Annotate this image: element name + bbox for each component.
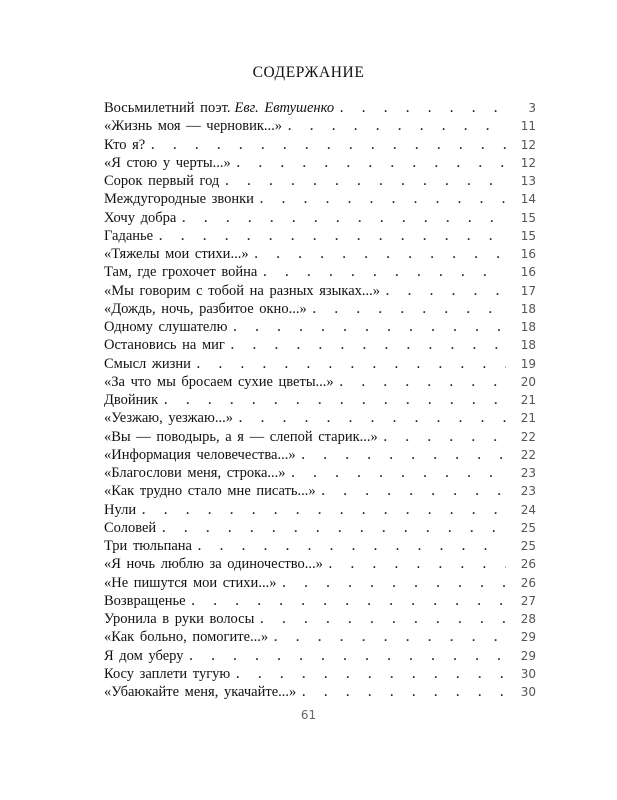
toc-entry-page: 22	[520, 447, 536, 462]
dot-leader	[329, 555, 506, 573]
dot-leader	[159, 227, 506, 245]
dot-leader	[260, 190, 506, 208]
toc-entry-title-text: Восьмилетний поэт.	[104, 100, 231, 116]
toc-entry-title-text: Одному слушателю	[104, 319, 228, 335]
toc-entry-title	[104, 574, 282, 592]
toc-entry-page: 25	[520, 539, 536, 553]
toc-entry-title-text: Хочу добра	[104, 209, 177, 226]
toc-entry-title-text: Соловей	[104, 519, 157, 536]
dot-leader	[302, 446, 506, 464]
toc-entry-page: 29	[520, 648, 536, 663]
toc-entry-title	[104, 99, 340, 117]
toc-entry-page: 19	[520, 356, 536, 371]
toc-entry	[104, 391, 536, 409]
toc-entry	[104, 99, 536, 117]
toc-entry-title	[104, 300, 313, 318]
toc-entry-title	[104, 482, 322, 500]
toc-entry-title-text: «Как трудно стало мне писать...»	[104, 483, 316, 500]
dot-leader	[164, 391, 506, 409]
toc-entry-title	[104, 683, 302, 701]
toc-entry-page: 30	[520, 685, 536, 699]
toc-entry-title	[104, 209, 182, 227]
toc-entry-title	[104, 373, 340, 391]
dot-leader	[340, 99, 506, 117]
toc-entry	[104, 172, 536, 190]
toc-entry-title-text: Три тюльпана	[104, 538, 192, 554]
dot-leader	[198, 537, 506, 555]
toc-entry	[104, 373, 536, 391]
toc-entry-title	[104, 117, 288, 135]
toc-entry-page: 26	[520, 575, 536, 590]
dot-leader	[313, 300, 506, 318]
dot-leader	[263, 263, 506, 281]
table-of-contents	[104, 99, 536, 701]
toc-entry-title	[104, 245, 255, 263]
toc-entry	[104, 683, 536, 701]
dot-leader	[282, 574, 506, 592]
toc-entry-page: 22	[520, 429, 536, 444]
toc-entry	[104, 245, 536, 263]
toc-entry	[104, 336, 536, 354]
toc-entry-title	[104, 592, 192, 610]
toc-entry	[104, 263, 536, 281]
toc-entry-page: 12	[520, 137, 536, 152]
toc-entry	[104, 355, 536, 373]
dot-leader	[288, 117, 506, 135]
toc-entry-title	[104, 647, 189, 665]
toc-entry-page: 25	[520, 520, 536, 535]
toc-entry-title	[104, 154, 237, 172]
toc-entry-page: 15	[520, 228, 536, 243]
toc-entry-title-text: Смысл жизни	[104, 355, 191, 372]
toc-entry-title-text: «Благослови меня, строка...»	[104, 465, 286, 481]
toc-entry-page: 16	[520, 247, 536, 261]
toc-entry-title-text: Сорок первый год	[104, 173, 220, 189]
toc-entry-title-text: «За что мы бросаем сухие цветы...»	[104, 373, 334, 390]
toc-entry-page: 23	[520, 466, 536, 480]
toc-entry-title-text: «Убаюкайте меня, укачайте...»	[104, 684, 297, 700]
toc-entry-title-text: Уронила в руки волосы	[104, 611, 255, 627]
toc-entry-title	[104, 172, 225, 190]
toc-entry-page: 16	[520, 265, 536, 280]
toc-entry-title	[104, 501, 142, 519]
toc-entry-title-text: Междугородные звонки	[104, 191, 254, 208]
toc-entry	[104, 300, 536, 318]
toc-entry	[104, 464, 536, 482]
toc-entry-title	[104, 665, 236, 683]
toc-entry	[104, 610, 536, 628]
toc-entry	[104, 628, 536, 646]
toc-entry	[104, 227, 536, 245]
toc-entry	[104, 154, 536, 172]
toc-entry-title	[104, 318, 233, 336]
toc-entry-title	[104, 610, 260, 628]
toc-entry-title	[104, 282, 386, 300]
toc-entry-title	[104, 555, 329, 573]
dot-leader	[292, 464, 506, 482]
page-title: СОДЕРЖАНИЕ	[252, 64, 365, 81]
toc-entry-title-text: «Уезжаю, уезжаю...»	[104, 410, 233, 427]
toc-entry	[104, 409, 536, 427]
toc-entry	[104, 555, 536, 573]
toc-entry	[104, 592, 536, 610]
dot-leader	[225, 172, 506, 190]
toc-entry-page: 20	[520, 374, 536, 389]
toc-entry-page: 18	[520, 301, 536, 316]
toc-entry-title-text: Остановись на миг	[104, 337, 225, 354]
toc-entry	[104, 428, 536, 446]
dot-leader	[192, 592, 506, 610]
toc-entry-page: 18	[520, 338, 536, 353]
dot-leader	[236, 665, 506, 683]
toc-entry	[104, 190, 536, 208]
toc-entry	[104, 519, 536, 537]
toc-entry-title	[104, 227, 159, 245]
toc-entry	[104, 209, 536, 227]
dot-leader	[255, 245, 506, 263]
toc-entry	[104, 446, 536, 464]
toc-entry-page: 21	[520, 393, 536, 407]
dot-leader	[384, 428, 506, 446]
toc-entry-title-text: «Дождь, ночь, разбитое окно...»	[104, 300, 307, 317]
dot-leader	[182, 209, 506, 227]
toc-entry-page: 3	[528, 101, 536, 115]
dot-leader	[302, 683, 506, 701]
toc-entry-page: 18	[520, 320, 536, 334]
toc-entry-page: 11	[520, 119, 536, 134]
toc-entry-page: 13	[520, 174, 536, 188]
toc-entry-title-text: «Вы — поводырь, а я — слепой старик...»	[104, 428, 378, 445]
dot-leader	[239, 409, 506, 427]
toc-entry-title	[104, 628, 274, 646]
toc-entry	[104, 501, 536, 519]
dot-leader	[233, 318, 506, 336]
toc-entry-title	[104, 136, 151, 154]
toc-entry-title-text: Двойник	[104, 392, 159, 408]
toc-entry	[104, 647, 536, 665]
toc-entry-title-text: «Жизнь моя — черновик...»	[104, 118, 283, 135]
toc-entry	[104, 574, 536, 592]
dot-leader	[162, 519, 506, 537]
toc-entry-page: 15	[520, 210, 536, 225]
toc-entry	[104, 318, 536, 336]
toc-entry-title	[104, 336, 231, 354]
toc-entry-author: Евг. Евтушенко	[234, 100, 335, 116]
toc-entry	[104, 665, 536, 683]
toc-entry-title-text: Возвращенье	[104, 592, 186, 609]
toc-entry-title	[104, 391, 164, 409]
toc-entry-title-text: Я дом уберу	[104, 647, 184, 664]
dot-leader	[237, 154, 506, 172]
toc-entry-title-text: «Информация человечества...»	[104, 446, 296, 463]
toc-entry	[104, 117, 536, 135]
toc-entry-page: 23	[520, 484, 536, 499]
toc-entry-title	[104, 355, 197, 373]
dot-leader	[197, 355, 506, 373]
toc-entry-page: 28	[520, 612, 536, 626]
toc-entry-page: 14	[520, 192, 536, 207]
toc-entry-title-text: «Мы говорим с тобой на разных языках...»	[104, 282, 381, 299]
toc-entry-page: 17	[520, 283, 536, 298]
toc-entry-title	[104, 537, 198, 555]
toc-entry-title	[104, 263, 263, 281]
toc-entry-title-text: «Как больно, помогите...»	[104, 629, 269, 646]
dot-leader	[340, 373, 506, 391]
toc-entry-page: 24	[520, 502, 536, 517]
dot-leader	[322, 482, 506, 500]
toc-entry-title-text: «Я ночь люблю за одиночество...»	[104, 556, 323, 573]
toc-entry-title-text: Кто я?	[104, 136, 146, 153]
toc-entry	[104, 282, 536, 300]
dot-leader	[386, 282, 506, 300]
toc-entry-title-text: Гаданье	[104, 227, 154, 244]
toc-entry-title	[104, 464, 292, 482]
toc-entry-title	[104, 428, 384, 446]
dot-leader	[274, 628, 506, 646]
toc-entry	[104, 537, 536, 555]
toc-entry-title-text: «Тяжелы мои стихи...»	[104, 246, 249, 262]
toc-entry-title	[104, 446, 302, 464]
toc-entry-title-text: «Я стою у черты...»	[104, 154, 231, 171]
toc-entry-title	[104, 519, 162, 537]
dot-leader	[231, 336, 506, 354]
toc-entry-title	[104, 409, 239, 427]
dot-leader	[151, 136, 506, 154]
dot-leader	[260, 610, 506, 628]
page-number: 61	[300, 708, 317, 722]
toc-entry-title-text: Косу заплети тугую	[104, 665, 231, 682]
dot-leader	[189, 647, 506, 665]
toc-entry-page: 27	[520, 593, 536, 608]
toc-entry-page: 30	[520, 666, 536, 681]
dot-leader	[142, 501, 506, 519]
toc-entry-title-text: Нули	[104, 501, 137, 518]
toc-entry-page: 29	[520, 630, 536, 645]
toc-entry-title	[104, 190, 260, 208]
toc-entry-title-text: Там, где грохочет война	[104, 264, 258, 281]
toc-entry	[104, 482, 536, 500]
toc-entry	[104, 136, 536, 154]
toc-entry-title-text: «Не пишутся мои стихи...»	[104, 574, 277, 591]
toc-entry-page: 26	[520, 557, 536, 572]
toc-entry-page: 21	[520, 411, 536, 426]
toc-entry-page: 12	[520, 155, 536, 170]
